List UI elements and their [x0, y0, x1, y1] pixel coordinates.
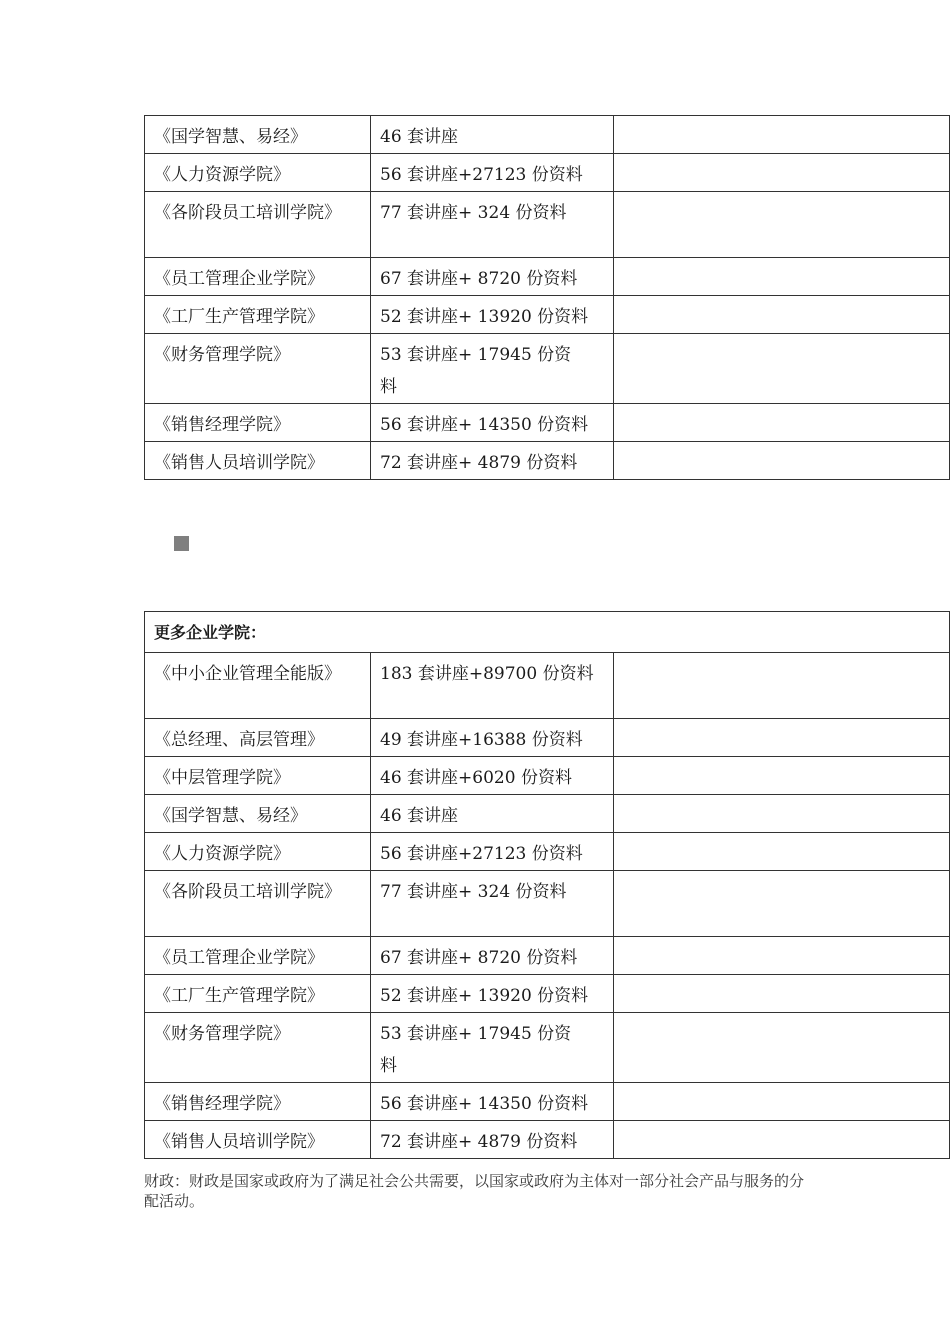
content-count-cell: 56 套讲座+ 14350 份资料: [371, 404, 614, 442]
academy-name-cell: 《国学智慧、易经》: [145, 795, 371, 833]
notes-cell: [614, 442, 950, 480]
content-count-cell: 183 套讲座+89700 份资料: [371, 653, 614, 719]
notes-cell: [614, 1121, 950, 1159]
content-count-cell: 77 套讲座+ 324 份资料: [371, 192, 614, 258]
notes-cell: [614, 192, 950, 258]
table-header-row: [145, 612, 950, 653]
content-count-cell: 72 套讲座+ 4879 份资料: [371, 1121, 614, 1159]
notes-cell: [614, 116, 950, 154]
academy-table: [144, 115, 950, 480]
table-row: [145, 871, 950, 937]
table-row: [145, 653, 950, 719]
content-count-cell: 52 套讲座+ 13920 份资料: [371, 296, 614, 334]
table-row: [145, 1121, 950, 1159]
content-count-cell: 67 套讲座+ 8720 份资料: [371, 937, 614, 975]
notes-cell: [614, 154, 950, 192]
content-count-cell: 49 套讲座+16388 份资料: [371, 719, 614, 757]
table-row: [145, 296, 950, 334]
table-row: [145, 154, 950, 192]
academy-name-cell: 《销售人员培训学院》: [145, 1121, 371, 1159]
academy-name-cell: 《财务管理学院》: [145, 334, 371, 404]
table-row: [145, 795, 950, 833]
table-row: [145, 192, 950, 258]
academy-name-cell: 《人力资源学院》: [145, 833, 371, 871]
content-count-cell: 67 套讲座+ 8720 份资料: [371, 258, 614, 296]
table-row: [145, 833, 950, 871]
academy-table-body: [145, 116, 950, 480]
notes-cell: [614, 404, 950, 442]
table-row: [145, 719, 950, 757]
table-row: [145, 975, 950, 1013]
table-row: [145, 442, 950, 480]
notes-cell: [614, 334, 950, 404]
academy-name-cell: 《工厂生产管理学院》: [145, 296, 371, 334]
academy-name-cell: 《销售经理学院》: [145, 1083, 371, 1121]
notes-cell: [614, 1013, 950, 1083]
academy-name-cell: 《人力资源学院》: [145, 154, 371, 192]
notes-cell: [614, 296, 950, 334]
notes-cell: [614, 975, 950, 1013]
academy-name-cell: 《各阶段员工培训学院》: [145, 192, 371, 258]
academy-name-cell: 《员工管理企业学院》: [145, 258, 371, 296]
table-row: [145, 404, 950, 442]
academy-name-cell: 《销售经理学院》: [145, 404, 371, 442]
notes-cell: [614, 795, 950, 833]
more-academies-table: [144, 611, 950, 1159]
academy-name-cell: 《中小企业管理全能版》: [145, 653, 371, 719]
academy-name-cell: 《财务管理学院》: [145, 1013, 371, 1083]
table-row: [145, 116, 950, 154]
academy-name-cell: 《国学智慧、易经》: [145, 116, 371, 154]
table-row: [145, 757, 950, 795]
finance-footnote: 财政：财政是国家或政府为了满足社会公共需要，以国家或政府为主体对一部分社会产品与服务的分配活动。: [144, 1172, 805, 1210]
academy-name-cell: 《中层管理学院》: [145, 757, 371, 795]
more-academies-heading: 更多企业学院：: [145, 612, 950, 653]
content-count-cell: 56 套讲座+ 14350 份资料: [371, 1083, 614, 1121]
content-count-cell: 56 套讲座+27123 份资料: [371, 154, 614, 192]
content-count-cell: 56 套讲座+27123 份资料: [371, 833, 614, 871]
academy-name-cell: 《工厂生产管理学院》: [145, 975, 371, 1013]
notes-cell: [614, 653, 950, 719]
content-count-cell: 46 套讲座+6020 份资料: [371, 757, 614, 795]
square-bullet-icon: [174, 536, 189, 551]
notes-cell: [614, 1083, 950, 1121]
academy-name-cell: 《总经理、高层管理》: [145, 719, 371, 757]
content-count-cell: 53 套讲座+ 17945 份资料: [371, 334, 614, 404]
notes-cell: [614, 937, 950, 975]
notes-cell: [614, 833, 950, 871]
content-count-cell: 53 套讲座+ 17945 份资料: [371, 1013, 614, 1083]
content-count-cell: 52 套讲座+ 13920 份资料: [371, 975, 614, 1013]
notes-cell: [614, 871, 950, 937]
academy-name-cell: 《各阶段员工培训学院》: [145, 871, 371, 937]
content-count-cell: 77 套讲座+ 324 份资料: [371, 871, 614, 937]
notes-cell: [614, 719, 950, 757]
table-row: [145, 258, 950, 296]
table-row: [145, 334, 950, 404]
notes-cell: [614, 757, 950, 795]
table-row: [145, 1083, 950, 1121]
notes-cell: [614, 258, 950, 296]
content-count-cell: 46 套讲座: [371, 795, 614, 833]
academy-name-cell: 《员工管理企业学院》: [145, 937, 371, 975]
table-row: [145, 1013, 950, 1083]
table-row: [145, 937, 950, 975]
more-academies-table-body: [145, 612, 950, 1159]
content-count-cell: 46 套讲座: [371, 116, 614, 154]
content-count-cell: 72 套讲座+ 4879 份资料: [371, 442, 614, 480]
academy-name-cell: 《销售人员培训学院》: [145, 442, 371, 480]
